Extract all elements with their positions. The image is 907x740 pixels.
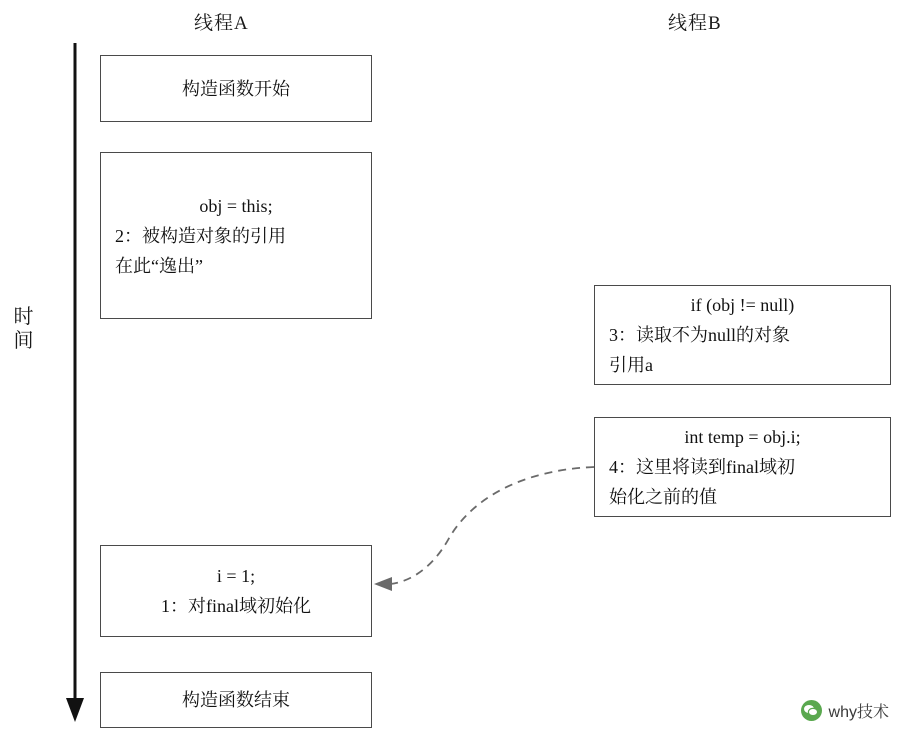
box-read-value-line2: 4：这里将读到final域初 — [609, 457, 795, 477]
box-final-field-init — [100, 545, 372, 637]
box-read-value-line3: 始化之前的值 — [609, 487, 717, 507]
box-object-escape-line3: 在此“逸出” — [115, 255, 203, 276]
box-read-reference-line3: 引用a — [609, 355, 653, 375]
box-object-escape-line1: obj = this; — [199, 195, 273, 216]
box-constructor-end — [100, 672, 372, 728]
box-object-escape — [100, 152, 372, 319]
box-constructor-start-text: 构造函数开始 — [182, 78, 290, 99]
box-read-value-line1: int temp = obj.i; — [684, 427, 801, 447]
box-read-value — [594, 417, 891, 517]
box-constructor-start — [100, 55, 372, 122]
watermark — [801, 699, 889, 722]
box-constructor-end-text: 构造函数结束 — [182, 690, 290, 710]
column-header-thread-b: 线程B — [668, 13, 722, 34]
box-final-field-init-line2: 1：对final域初始化 — [161, 596, 311, 616]
box-object-escape-line2: 2：被构造对象的引用 — [115, 225, 286, 246]
column-header-thread-a: 线程A — [194, 13, 249, 34]
box-read-reference-line2: 3：读取不为null的对象 — [609, 325, 791, 345]
box-read-reference-line1: if (obj != null) — [690, 295, 795, 315]
box-read-reference — [594, 285, 891, 385]
wechat-icon — [801, 700, 822, 721]
box-final-field-init-line1: i = 1; — [216, 566, 256, 586]
time-axis-label: 时间 — [13, 306, 35, 352]
watermark-text: why技术 — [828, 704, 889, 721]
